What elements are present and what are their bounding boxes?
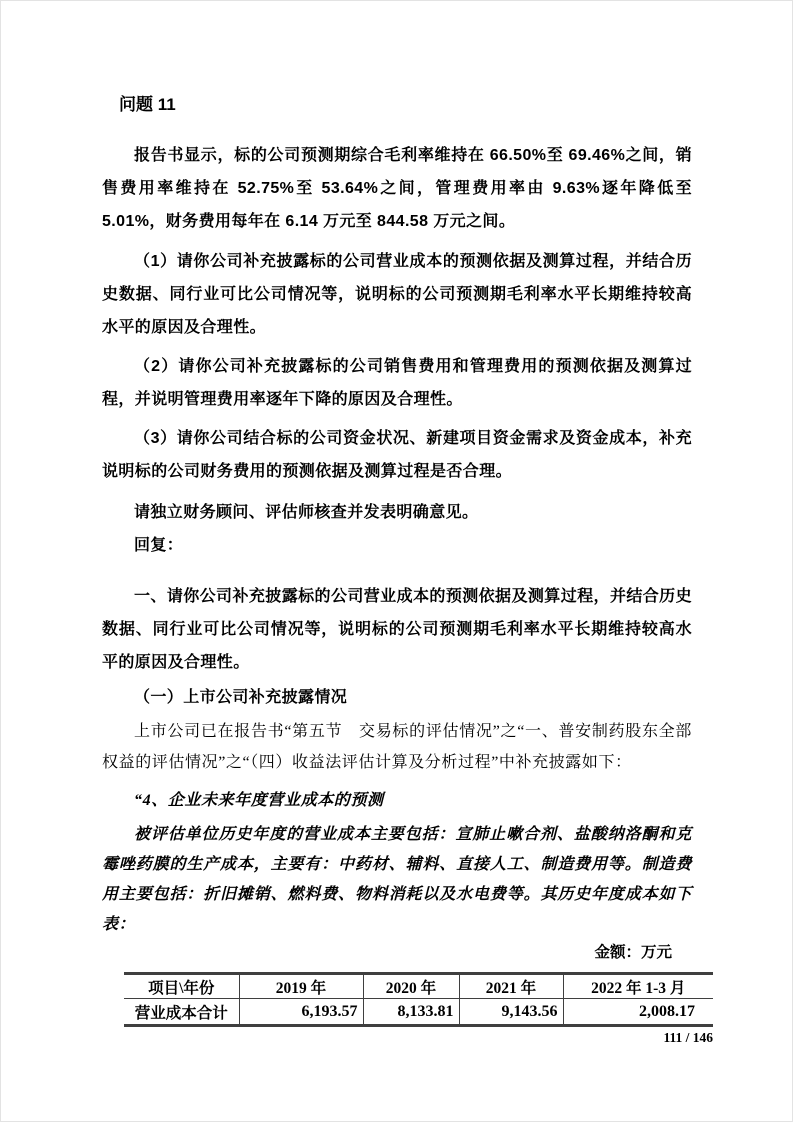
table-unit-note: 金额：万元 xyxy=(594,944,672,961)
table-header-2020: 2020 年 xyxy=(363,974,459,999)
cost-description-paragraph: 被评估单位历史年度的营业成本主要包括：宣肺止嗽合剂、盐酸纳洛酮和克霉唑药膜的生产成本，主要有：中药材、辅料、直接人工、制造费用等。制造费用主要包括：折旧摊销、燃料费、物料消耗以及水电费等。其历史年度成本如下表： xyxy=(102,826,692,933)
historical-cost-table xyxy=(124,972,713,1027)
cost-value-2020: 8,133.81 xyxy=(363,999,459,1026)
question-heading: 问题 11 xyxy=(119,95,176,114)
page-number: 111 / 146 xyxy=(663,1030,713,1045)
question-item-1: （1）请你公司补充披露标的公司营业成本的预测依据及测算过程，并结合历史数据、同行业可比公司情况等，说明标的公司预测期毛利率水平长期维持较高水平的原因及合理性。 xyxy=(102,253,692,336)
cost-value-2022q1: 2,008.17 xyxy=(563,999,713,1026)
table-header-item-year: 项目\年份 xyxy=(124,974,239,999)
table-header-2019: 2019 年 xyxy=(239,974,363,999)
reply-label: 回复： xyxy=(134,537,184,554)
disclosure-intro-paragraph: 上市公司已在报告书“第五节 交易标的评估情况”之“一、普安制药股东全部权益的评估情况”之“（四）收益法评估计算及分析过程”中补充披露如下： xyxy=(102,723,692,771)
row-label-total-cost: 营业成本合计 xyxy=(134,1004,228,1022)
table-header-2022q1: 2022 年 1-3 月 xyxy=(563,974,713,999)
verify-request-paragraph: 请独立财务顾问、评估师核查并发表明确意见。 xyxy=(134,504,479,521)
question-item-2: （2）请你公司补充披露标的公司销售费用和管理费用的预测依据及测算过程，并说明管理费用率逐年下降的原因及合理性。 xyxy=(102,358,692,408)
table-header-row xyxy=(124,974,713,999)
cost-value-2021: 9,143.56 xyxy=(459,999,563,1026)
table-header-2021: 2021 年 xyxy=(459,974,563,999)
question-item-3: （3）请你公司结合标的公司资金状况、新建项目资金需求及资金成本，补充说明标的公司财务费用的预测依据及测算过程是否合理。 xyxy=(102,430,692,480)
quoted-subheading: “4、企业未来年度营业成本的预测 xyxy=(134,792,384,809)
section-1-heading: （一）上市公司补充披露情况 xyxy=(134,689,348,706)
cost-value-2019: 6,193.57 xyxy=(239,999,363,1026)
reply-question-1: 一、请你公司补充披露标的公司营业成本的预测依据及测算过程，并结合历史数据、同行业可比公司情况等，说明标的公司预测期毛利率水平长期维持较高水平的原因及合理性。 xyxy=(102,588,692,671)
table-row xyxy=(124,999,713,1026)
intro-paragraph: 报告书显示，标的公司预测期综合毛利率维持在 66.50%至 69.46%之间，销售费用率维持在 52.75%至 53.64%之间，管理费用率由 9.63%逐年降低至5.01%，财务费用每年在 6.14 万元至 844.58 万元之间。 xyxy=(102,147,692,230)
